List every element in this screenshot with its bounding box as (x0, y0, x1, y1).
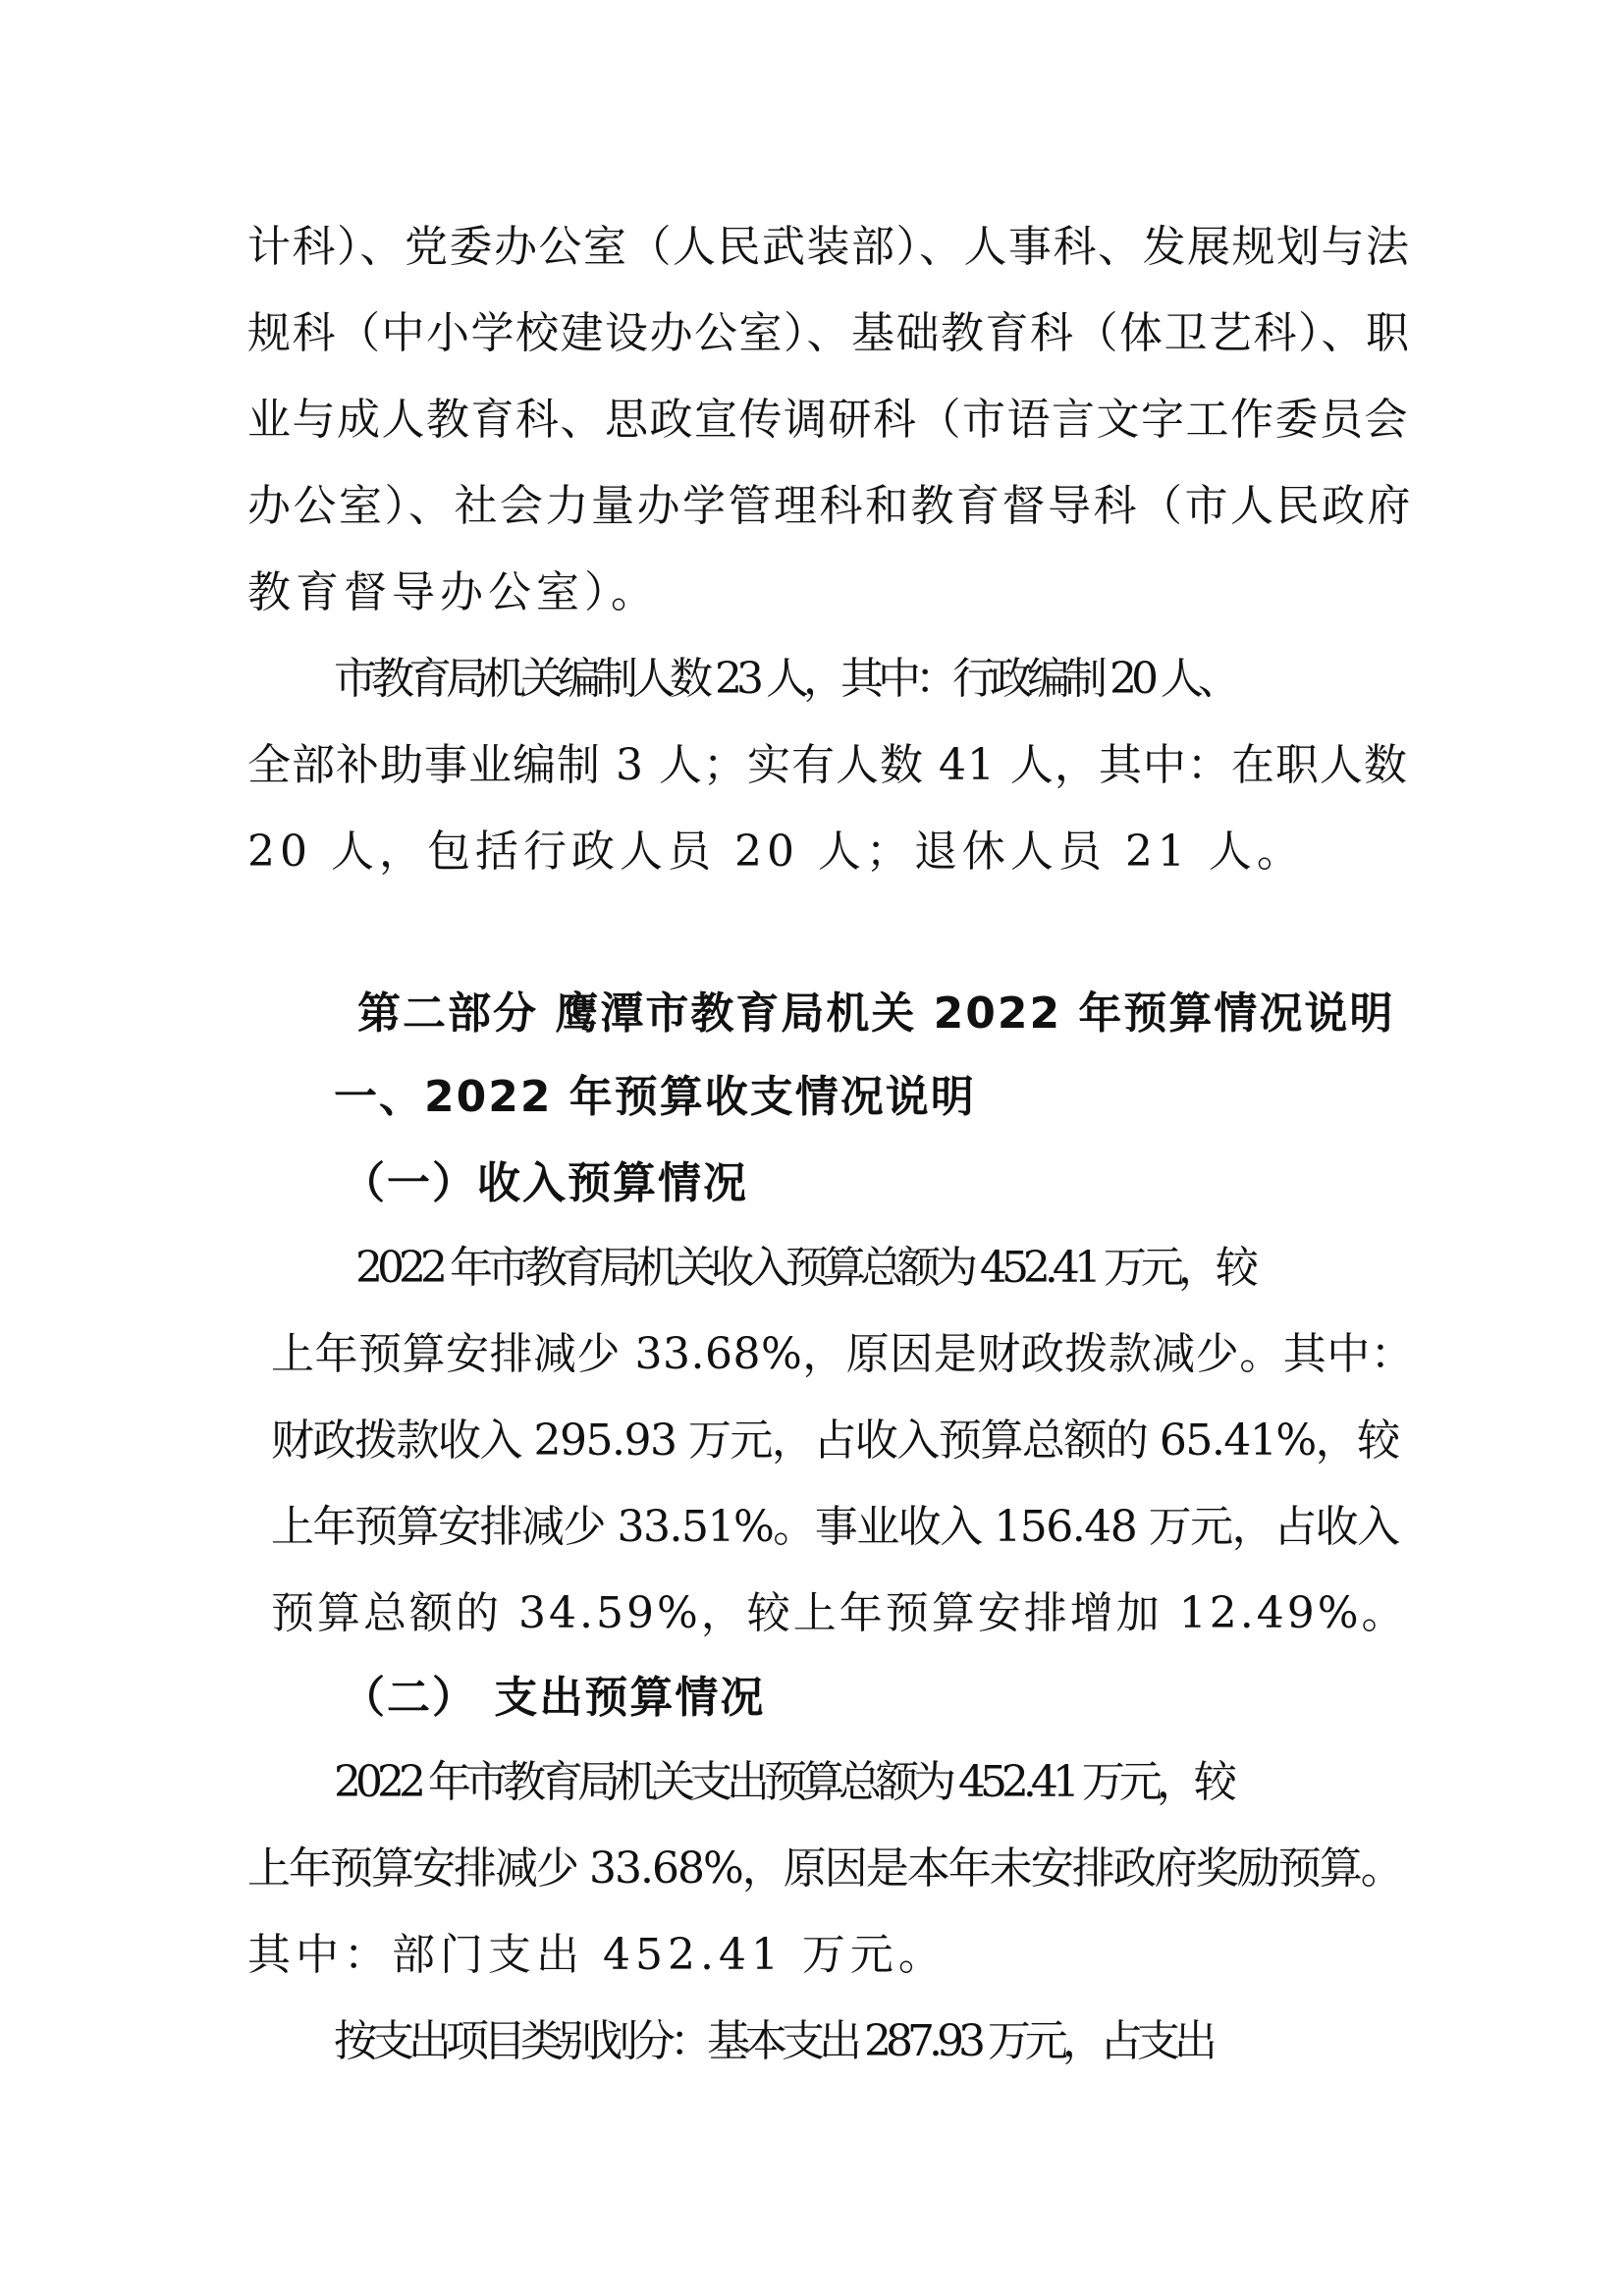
paragraph-4-line-1: 2022 年市教育局机关支出预算总额为 452.41 万元，较 (334, 1757, 1231, 1807)
paragraph-2-line-2: 全部补助事业编制 3 人；实有人数 41 人，其中：在职人数 (247, 740, 1408, 790)
section-1-heading: 一、2022 年预算收支情况说明 (334, 1072, 976, 1122)
paragraph-1-line-3: 业与成人教育科、思政宣传调研科（市语言文字工作委员会 (247, 395, 1409, 445)
paragraph-1-line-2: 规科（中小学校建设办公室）、基础教育科（体卫艺科）、职 (247, 308, 1411, 358)
paragraph-1-line-4: 办公室）、社会力量办学管理科和教育督导科（市人民政府 (247, 481, 1413, 531)
paragraph-3-line-4: 上年预算安排减少 33.51%。事业收入 156.48 万元，占收入 (271, 1502, 1399, 1552)
subsection-2-heading: （二） 支出预算情况 (342, 1673, 766, 1723)
paragraph-4-line-3: 其中：部门支出 452.41 万元。 (247, 1930, 947, 1980)
paragraph-3-line-3: 财政拨款收入 295.93 万元，占收入预算总额的 65.41%，较 (271, 1415, 1399, 1466)
paragraph-4-line-2: 上年预算安排减少 33.68%，原因是本年未安排政府奖励预算。 (247, 1843, 1402, 1894)
subsection-1-heading: （一）收入预算情况 (342, 1158, 748, 1208)
paragraph-5-line-1: 按支出项目类别划分：基本支出 287.93 万元，占支出 (334, 2016, 1212, 2066)
paragraph-3-line-1: 2022 年市教育局机关收入预算总额为 452.41 万元，较 (355, 1243, 1253, 1293)
paragraph-2-line-3: 20 人，包括行政人员 20 人；退休人员 21 人。 (247, 827, 1305, 877)
paragraph-3-line-2: 上年预算安排减少 33.68%，原因是财政拨款减少。其中： (271, 1329, 1415, 1379)
paragraph-2-line-1: 市教育局机关编制人数 23 人，其中：行政编制 20 人、 (334, 654, 1235, 704)
paragraph-1-line-5: 教育督导办公室）。 (247, 567, 659, 617)
paragraph-1-line-1: 计科）、党委办公室（人民武装部）、人事科、发展规划与法 (247, 222, 1411, 272)
paragraph-3-line-5: 预算总额的 34.59%，较上年预算安排增加 12.49%。 (271, 1588, 1408, 1638)
part-title: 第二部分 鹰潭市教育局机关 2022 年预算情况说明 (357, 988, 1395, 1039)
